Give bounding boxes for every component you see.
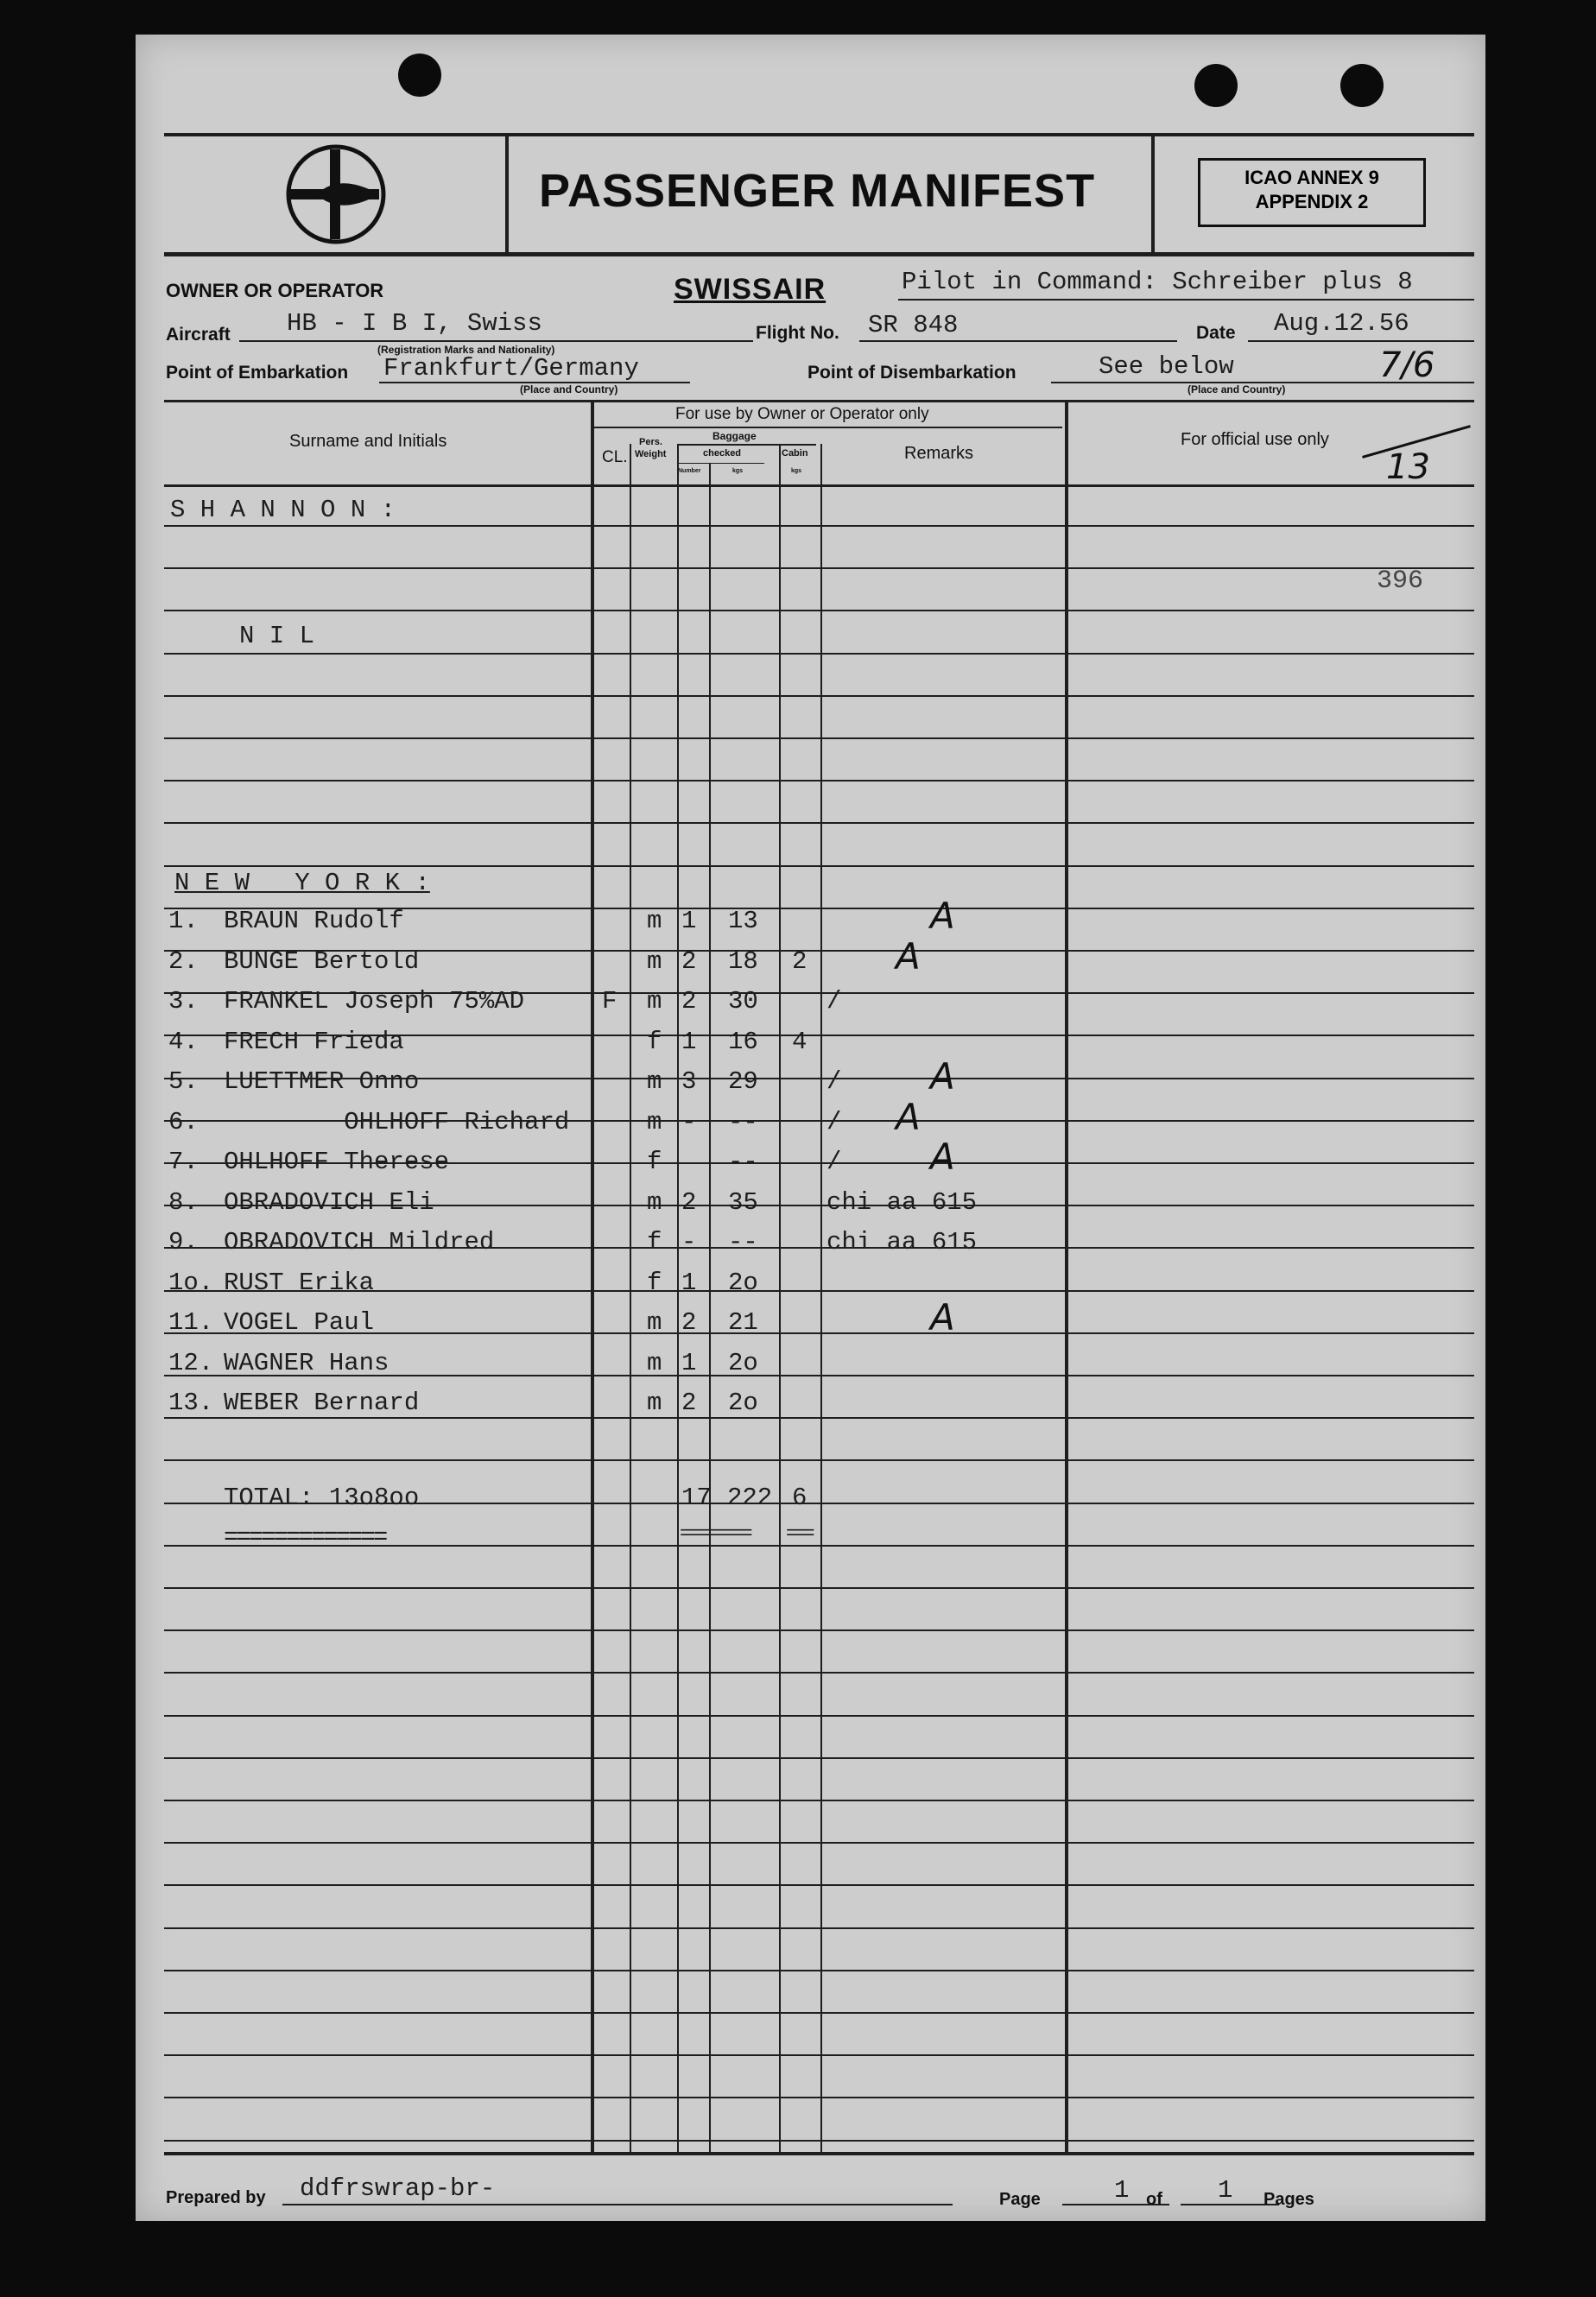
passenger-number: 9. (168, 1228, 199, 1256)
table-header-rule (164, 484, 1474, 487)
passenger-row (136, 1188, 1483, 1223)
punch-hole (398, 54, 441, 97)
baggage-kgs: 13 (728, 907, 758, 935)
checked-rule (678, 463, 764, 464)
cabin-kgs-header: kgs (791, 468, 802, 474)
number-header: Number (678, 468, 701, 474)
punch-hole (1194, 64, 1238, 107)
passenger-name: LUETTMER Onno (224, 1067, 420, 1096)
form-title: PASSENGER MANIFEST (539, 165, 1096, 217)
ruled-line (164, 1715, 1474, 1717)
flight-date: Aug.12.56 (1274, 309, 1409, 338)
cabin-header: Cabin (782, 448, 808, 459)
total-cabin-underline: === (786, 1523, 813, 1545)
ruled-line (164, 737, 1474, 739)
passenger-number: 6. (168, 1108, 199, 1136)
remark-mark: A (930, 1296, 955, 1338)
passenger-number: 5. (168, 1067, 199, 1096)
passenger-row (136, 1228, 1483, 1262)
passenger-row (136, 1096, 1483, 1142)
baggage-kgs: -- (728, 1228, 758, 1256)
passenger-number: 4. (168, 1028, 199, 1056)
passenger-remarks: chi aa 615 (826, 1188, 978, 1217)
owner-use-rule (592, 427, 1062, 428)
baggage-header: Baggage (712, 430, 757, 442)
prepared-label: Prepared by (166, 2188, 266, 2207)
baggage-kgs: 21 (728, 1308, 758, 1337)
passenger-name: RUST Erika (224, 1269, 375, 1297)
cl-header: CL. (602, 448, 628, 466)
passenger-name: FRANKEL Joseph 75%AD (224, 987, 525, 1016)
remark-mark: A (930, 1055, 955, 1098)
icao-box (1198, 158, 1426, 227)
total-cabin-kgs: 6 (792, 1484, 808, 1512)
kgs-header: kgs (732, 468, 744, 474)
passenger-row (136, 1296, 1483, 1343)
passenger-name: OBRADOVICH Eli (224, 1188, 434, 1217)
passenger-row (136, 1349, 1483, 1383)
of-label: of (1146, 2190, 1162, 2209)
ruled-line (164, 2097, 1474, 2098)
passenger-number: 13. (168, 1389, 214, 1417)
official-fraction-top: 7/6 (1379, 345, 1435, 385)
total-label: TOTAL: 13o8oo (224, 1484, 420, 1512)
baggage-kgs: 16 (728, 1028, 758, 1056)
icao-line: ICAO ANNEX 9 (1244, 167, 1379, 188)
ruled-line (164, 567, 1474, 569)
icao-line: APPENDIX 2 (1255, 191, 1369, 212)
baggage-pieces: 1 (681, 1349, 697, 1377)
header-top-rule (164, 133, 1474, 136)
ruled-line (164, 1970, 1474, 1971)
embark-label: Point of Embarkation (166, 363, 349, 383)
baggage-rule (678, 444, 816, 446)
passenger-number: 2. (168, 947, 199, 976)
ruled-line (164, 695, 1474, 697)
ruled-line (164, 1884, 1474, 1886)
passenger-name: OBRADOVICH Mildred (224, 1228, 495, 1256)
passenger-sex: f (647, 1269, 662, 1297)
ruled-line (164, 525, 1474, 527)
passenger-sex: m (647, 1349, 662, 1377)
baggage-pieces: - (681, 1108, 697, 1136)
passenger-sex: m (647, 1188, 662, 1217)
disembark-caption: (Place and Country) (1188, 383, 1286, 395)
passenger-sex: f (647, 1148, 662, 1176)
passenger-sex: m (647, 907, 662, 935)
official-number: 396 (1377, 566, 1424, 596)
remark-mark: A (896, 1096, 921, 1138)
total-underline: ============= (224, 1523, 386, 1552)
underline (1248, 340, 1474, 342)
passenger-remarks: / (826, 1067, 842, 1096)
passenger-number: 11. (168, 1308, 214, 1337)
passenger-name: BRAUN Rudolf (224, 907, 404, 935)
footer-rule (164, 2152, 1474, 2155)
baggage-kgs: 2o (728, 1349, 758, 1377)
remark-mark: A (896, 935, 921, 978)
baggage-pieces: 1 (681, 907, 697, 935)
ruled-line (164, 1800, 1474, 1801)
ruled-line (164, 1672, 1474, 1674)
baggage-pieces: 1 (681, 1028, 697, 1056)
total-baggage-kgs: 222 (727, 1484, 773, 1512)
baggage-pieces: 3 (681, 1067, 697, 1096)
ruled-line (164, 822, 1474, 824)
cabin-kgs: 4 (792, 1028, 808, 1056)
passenger-sex: m (647, 1308, 662, 1337)
airplane-icon (282, 141, 390, 248)
embarkation-value: Frankfurt/Germany (383, 354, 639, 383)
remark-mark: A (930, 1136, 955, 1178)
passenger-sex: m (647, 987, 662, 1016)
passenger-sex: m (647, 1067, 662, 1096)
airline-name: SWISSAIR (674, 273, 826, 306)
passenger-sex: m (647, 947, 662, 976)
ruled-line (164, 2012, 1474, 2014)
baggage-pieces: 1 (681, 1269, 697, 1297)
ruled-line (164, 865, 1474, 867)
baggage-kgs: 30 (728, 987, 758, 1016)
pages-label: Pages (1264, 2190, 1314, 2209)
baggage-kgs: 2o (728, 1269, 758, 1297)
total-baggage-number: 17 (681, 1484, 712, 1512)
baggage-kgs: -- (728, 1148, 758, 1176)
baggage-kgs: 2o (728, 1389, 758, 1417)
passenger-name: FRECH Frieda (224, 1028, 404, 1056)
passenger-row (136, 1055, 1483, 1102)
passenger-class: F (602, 987, 618, 1016)
ruled-line (164, 1459, 1474, 1461)
checked-header: checked (703, 448, 742, 459)
baggage-pieces: 2 (681, 1389, 697, 1417)
baggage-pieces: 2 (681, 1188, 697, 1217)
header-bottom-rule (164, 252, 1474, 256)
header-divider (505, 136, 509, 252)
passenger-remarks: chi aa 615 (826, 1228, 978, 1256)
passenger-remarks: / (826, 1148, 842, 1176)
underline (859, 340, 1177, 342)
passenger-name: BUNGE Bertold (224, 947, 420, 976)
ruled-line (164, 610, 1474, 611)
passenger-row (136, 987, 1483, 1022)
underline (239, 340, 753, 342)
passenger-number: 1o. (168, 1269, 214, 1297)
weight-header: Weight (635, 449, 667, 459)
ruled-line (164, 1629, 1474, 1631)
prepared-by: ddfrswrap-br- (300, 2174, 496, 2203)
ruled-line (164, 780, 1474, 781)
baggage-kgs: 29 (728, 1067, 758, 1096)
baggage-pieces: 2 (681, 987, 697, 1016)
pilot-in-command: Pilot in Command: Schreiber plus 8 (902, 268, 1413, 296)
flight-number: SR 848 (868, 311, 959, 339)
passenger-remarks: / (826, 1108, 842, 1136)
baggage-pieces: 2 (681, 947, 697, 976)
total-kgs-underline: ======== (680, 1523, 750, 1545)
header-divider (1151, 136, 1155, 252)
shannon-nil: N I L (239, 622, 315, 650)
manifest-sheet (136, 35, 1485, 2221)
passenger-name: OHLHOFF Richard (224, 1108, 570, 1136)
ruled-line (164, 2140, 1474, 2142)
surname-header: Surname and Initials (289, 432, 447, 451)
underline (898, 299, 1474, 301)
passenger-sex: f (647, 1028, 662, 1056)
passenger-row (136, 1389, 1483, 1423)
remarks-header: Remarks (904, 444, 974, 463)
passenger-number: 12. (168, 1349, 214, 1377)
underline (282, 2204, 953, 2205)
passenger-number: 8. (168, 1188, 199, 1217)
passenger-sex: f (647, 1228, 662, 1256)
passenger-row (136, 935, 1483, 982)
flight-label: Flight No. (756, 323, 839, 343)
passenger-name: OHLHOFF Therese (224, 1148, 450, 1176)
passenger-number: 7. (168, 1148, 199, 1176)
disembark-label: Point of Disembarkation (808, 363, 1016, 383)
ruled-line (164, 1757, 1474, 1759)
owner-use-header: For use by Owner or Operator only (675, 405, 929, 423)
page-total: 1 (1218, 2176, 1233, 2205)
official-fraction-bottom: 13 (1386, 447, 1430, 487)
baggage-pieces: 2 (681, 1308, 697, 1337)
passenger-name: WAGNER Hans (224, 1349, 390, 1377)
passenger-remarks: / (826, 987, 842, 1016)
punch-hole (1340, 64, 1384, 107)
baggage-kgs: -- (728, 1108, 758, 1136)
embark-caption: (Place and Country) (520, 383, 618, 395)
cabin-kgs: 2 (792, 947, 808, 976)
baggage-pieces: - (681, 1228, 697, 1256)
ruled-line (164, 1587, 1474, 1589)
passenger-row (136, 895, 1483, 941)
table-top-rule (164, 400, 1474, 402)
baggage-kgs: 35 (728, 1188, 758, 1217)
passenger-row (136, 1269, 1483, 1303)
official-header: For official use only (1181, 430, 1329, 449)
passenger-sex: m (647, 1389, 662, 1417)
baggage-kgs: 18 (728, 947, 758, 976)
passenger-number: 1. (168, 907, 199, 935)
owner-label: OWNER OR OPERATOR (166, 280, 384, 301)
passenger-name: WEBER Bernard (224, 1389, 420, 1417)
passenger-sex: m (647, 1108, 662, 1136)
ruled-line (164, 2054, 1474, 2056)
passenger-row (136, 1028, 1483, 1062)
section-shannon: S H A N N O N : (170, 496, 396, 524)
disembarkation-value: See below (1099, 352, 1234, 381)
aircraft-label: Aircraft (166, 325, 231, 345)
registration-caption: (Registration Marks and Nationality) (377, 344, 555, 356)
passenger-number: 3. (168, 987, 199, 1016)
ruled-line (164, 1842, 1474, 1844)
page-label: Page (999, 2190, 1041, 2209)
passenger-row (136, 1136, 1483, 1182)
section-new-york: N E W Y O R K : (174, 869, 430, 897)
ruled-line (164, 1927, 1474, 1929)
passenger-name: VOGEL Paul (224, 1308, 375, 1337)
aircraft-value: HB - I B I, Swiss (287, 309, 542, 338)
date-label: Date (1196, 323, 1236, 343)
ruled-line (164, 653, 1474, 655)
page-number: 1 (1114, 2176, 1130, 2205)
weight-header: Pers. (639, 437, 662, 447)
remark-mark: A (930, 895, 955, 937)
